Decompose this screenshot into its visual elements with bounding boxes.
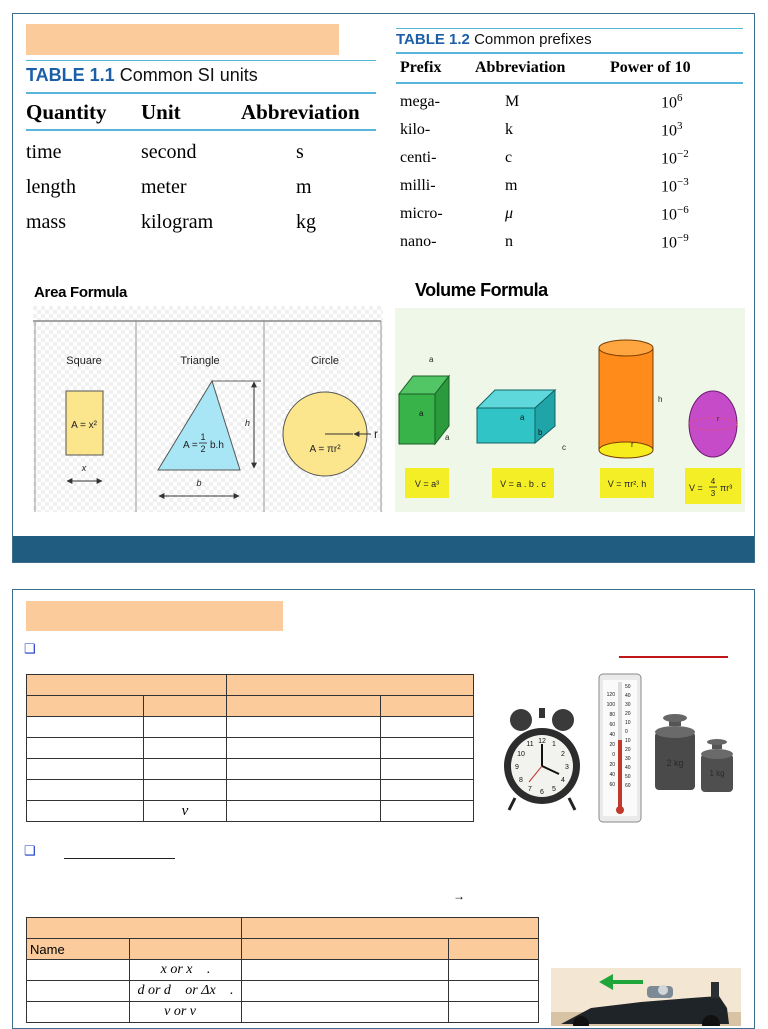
slide-1 xyxy=(12,13,755,563)
clock-number: 7 xyxy=(528,786,532,793)
power-base: 10 xyxy=(661,94,677,112)
table-1-1-caption xyxy=(26,65,376,86)
table-row xyxy=(396,144,743,172)
power-base: 10 xyxy=(661,122,677,140)
slide-1-title-bar xyxy=(26,24,339,55)
power-exp: −6 xyxy=(677,203,689,216)
race-car-photo xyxy=(551,968,741,1026)
box-b-label: b xyxy=(538,428,543,437)
scale-mark: 40 xyxy=(609,772,615,778)
table-cell xyxy=(27,918,242,939)
circle-r-label: r xyxy=(374,427,378,441)
table-row xyxy=(27,801,474,822)
table-cell xyxy=(227,717,381,738)
table-cell xyxy=(227,696,381,717)
power-exp: 3 xyxy=(677,119,683,132)
scale-mark: 80 xyxy=(609,712,615,718)
box-front xyxy=(477,408,535,443)
thermometer-icon xyxy=(599,674,641,822)
cube-a-side: a xyxy=(445,433,450,442)
scale-mark: 40 xyxy=(609,732,615,738)
clock-number: 11 xyxy=(526,741,534,748)
table-1-1 xyxy=(26,60,376,240)
box-formula: V = a . b . c xyxy=(500,479,546,489)
table-cell xyxy=(27,801,144,822)
table-cell: length xyxy=(26,176,76,198)
sphere-formula-b: πr³ xyxy=(720,483,733,493)
scale-mark: 40 xyxy=(625,693,631,699)
table-1-2 xyxy=(396,28,743,256)
clock-number: 3 xyxy=(565,764,569,771)
table-cell xyxy=(144,696,227,717)
units-table xyxy=(26,674,474,822)
abbr-cell: k xyxy=(505,121,513,138)
table-1-1-grid xyxy=(26,100,376,125)
table-row xyxy=(27,918,539,939)
box-a-label: a xyxy=(520,413,525,422)
table-row xyxy=(26,205,376,240)
table-cell xyxy=(242,939,449,960)
power-exp: −2 xyxy=(677,147,689,160)
table-cell xyxy=(144,759,227,780)
power-cell xyxy=(615,228,743,256)
scale-mark: 30 xyxy=(625,756,631,762)
power-base: 10 xyxy=(661,178,677,196)
scale-mark: 0 xyxy=(625,729,628,735)
table-cell xyxy=(27,960,130,981)
table-1-2-label: TABLE 1.2 xyxy=(396,31,470,48)
table-cell xyxy=(144,717,227,738)
prefix-cell: nano- xyxy=(400,233,437,250)
table-row xyxy=(27,960,539,981)
clock-number: 4 xyxy=(561,777,565,784)
table-header: Unit xyxy=(141,100,181,124)
table-cell: second xyxy=(141,141,197,163)
triangle-formula-a: A = xyxy=(183,440,198,451)
cylinder-top xyxy=(599,340,653,356)
power-exp: 6 xyxy=(677,91,683,104)
bullet-2-icon: ❑ xyxy=(24,843,36,858)
table-cell xyxy=(227,738,381,759)
scale-mark: 10 xyxy=(625,720,631,726)
table-cell: m xyxy=(296,176,312,198)
sphere-frac-den: 3 xyxy=(710,489,716,498)
prefix-cell: mega- xyxy=(400,93,440,110)
square-label: Square xyxy=(66,355,102,367)
table-row xyxy=(396,116,743,144)
table-cell: mass xyxy=(26,211,66,233)
power-cell xyxy=(615,144,743,172)
weight-1kg-label: 1 kg xyxy=(709,769,725,778)
triangle-b-label: b xyxy=(196,478,202,488)
clock-number: 9 xyxy=(515,764,519,771)
table-cell xyxy=(449,981,539,1002)
table-header: Name xyxy=(27,939,130,960)
circle-label: Circle xyxy=(310,355,340,367)
table-row xyxy=(27,738,474,759)
cube-a-top: a xyxy=(429,355,434,364)
scale-mark: 60 xyxy=(609,782,615,788)
power-cell xyxy=(615,172,743,200)
table-row xyxy=(27,675,474,696)
triangle-formula-b: b.h xyxy=(210,440,224,451)
cylinder-r-label: r xyxy=(631,440,634,449)
scale-mark: 120 xyxy=(606,692,615,698)
table-cell xyxy=(27,717,144,738)
table-cell-symbol: x or x⃗ . xyxy=(130,960,242,981)
volume-formula-title: Volume Formula xyxy=(415,280,548,300)
scale-mark: 60 xyxy=(625,783,631,789)
table-1-2-rule-2 xyxy=(396,82,743,84)
triangle-frac-den: 2 xyxy=(200,444,206,454)
table-row xyxy=(27,717,474,738)
clock-number: 12 xyxy=(538,738,546,745)
power-base: 10 xyxy=(661,206,677,224)
table-header: Prefix xyxy=(400,59,442,76)
table-cell xyxy=(242,960,449,981)
clock-number: 1 xyxy=(552,741,556,748)
cube-a-front: a xyxy=(419,409,424,418)
triangle-h-label: h xyxy=(245,418,251,428)
underline-blank xyxy=(64,858,175,859)
prefix-cell: centi- xyxy=(400,149,437,166)
table-cell xyxy=(242,981,449,1002)
table-1-2-grid xyxy=(396,57,743,79)
slide-2-title-bar xyxy=(26,601,283,631)
table-row xyxy=(396,172,743,200)
clock-number: 2 xyxy=(561,751,565,758)
volume-formula-figure xyxy=(395,308,745,512)
table-cell xyxy=(144,738,227,759)
scale-mark: 30 xyxy=(625,702,631,708)
cube-front xyxy=(399,394,435,444)
table-cell-symbol: v or v⃗ xyxy=(130,1002,242,1023)
table-row xyxy=(27,939,539,960)
power-base: 10 xyxy=(661,150,677,168)
table-cell: s xyxy=(296,141,304,163)
square-dim-label: x xyxy=(81,463,87,473)
scale-mark: 100 xyxy=(606,702,615,708)
table-cell xyxy=(27,780,144,801)
cylinder-body xyxy=(599,348,653,450)
table-cell xyxy=(381,801,474,822)
scale-mark: 20 xyxy=(625,711,631,717)
weight-2kg-label: 2 kg xyxy=(666,758,684,768)
table-cell xyxy=(227,801,381,822)
table-cell xyxy=(27,696,144,717)
sphere-formula-a: V = xyxy=(689,483,703,493)
clock-number: 5 xyxy=(552,786,556,793)
table-cell xyxy=(227,759,381,780)
table-1-1-top-rule xyxy=(26,60,376,61)
table-cell: meter xyxy=(141,176,187,198)
slide-2 xyxy=(12,589,755,1029)
table-cell xyxy=(449,939,539,960)
clock-number: 10 xyxy=(517,751,525,758)
abbr-cell: n xyxy=(505,233,513,250)
table-cell: kilogram xyxy=(141,211,214,233)
table-cell xyxy=(381,780,474,801)
power-cell xyxy=(615,116,743,144)
table-cell: time xyxy=(26,141,62,163)
table-cell-symbol: d or d⃗ or Δx⃗ . xyxy=(130,981,242,1002)
triangle-label: Triangle xyxy=(180,355,220,367)
table-cell xyxy=(27,675,227,696)
power-cell xyxy=(615,88,743,116)
table-row xyxy=(396,57,743,79)
scale-mark: 0 xyxy=(612,752,615,758)
scale-mark: 10 xyxy=(625,738,631,744)
cylinder-h-label: h xyxy=(658,395,663,404)
prefix-cell: micro- xyxy=(400,205,443,222)
table-cell xyxy=(449,960,539,981)
table-cell xyxy=(27,738,144,759)
area-formula-figure xyxy=(33,306,383,512)
triangle-frac-num: 1 xyxy=(200,432,206,442)
abbr-cell: M xyxy=(505,93,520,110)
table-header: Abbreviation xyxy=(241,100,360,124)
table-1-2-top-rule xyxy=(396,28,743,29)
table-cell xyxy=(227,675,474,696)
power-base: 10 xyxy=(661,234,677,252)
sphere-r-label: r xyxy=(717,416,720,423)
table-1-1-label: TABLE 1.1 xyxy=(26,65,115,85)
table-header: Power of 10 xyxy=(610,59,691,76)
table-cell xyxy=(242,918,539,939)
table-header: Quantity xyxy=(26,100,107,124)
square-formula: A = x² xyxy=(71,420,97,431)
table-cell xyxy=(27,1002,130,1023)
scale-mark: 20 xyxy=(609,762,615,768)
table-row xyxy=(396,228,743,256)
area-formula-title: Area Formula xyxy=(34,284,128,301)
table-cell xyxy=(227,780,381,801)
power-exp: −9 xyxy=(677,231,689,244)
table-cell-v: v xyxy=(144,801,227,822)
scale-mark: 20 xyxy=(609,742,615,748)
abbr-cell: m xyxy=(505,177,518,194)
cube-formula: V = a³ xyxy=(414,479,440,489)
table-1-2-caption xyxy=(396,31,743,48)
table-row xyxy=(27,1002,539,1023)
table-cell xyxy=(27,981,130,1002)
prefix-cell: kilo- xyxy=(400,121,431,138)
table-cell xyxy=(381,696,474,717)
table-header: Abbreviation xyxy=(475,59,566,76)
table-row xyxy=(27,981,539,1002)
box-c-label: c xyxy=(562,443,566,452)
table-row xyxy=(26,170,376,205)
table-cell: kg xyxy=(296,211,316,233)
table-row xyxy=(26,135,376,170)
table-cell xyxy=(144,780,227,801)
circle-formula: A = πr² xyxy=(309,444,341,455)
clock-number: 6 xyxy=(540,789,544,796)
table-row xyxy=(27,780,474,801)
table-1-1-rule-2 xyxy=(26,129,376,131)
abbr-cell: μ xyxy=(505,205,514,222)
prefix-cell: milli- xyxy=(400,177,436,194)
table-cell xyxy=(130,939,242,960)
table-cell xyxy=(381,717,474,738)
cylinder-bottom xyxy=(599,442,653,458)
instruments-photo xyxy=(501,670,741,826)
sphere-frac-num: 4 xyxy=(710,477,716,486)
scale-mark: 60 xyxy=(609,722,615,728)
power-exp: −3 xyxy=(677,175,689,188)
table-row xyxy=(26,100,376,125)
table-cell xyxy=(27,759,144,780)
table-1-1-body xyxy=(26,135,376,240)
table-row xyxy=(27,696,474,717)
table-row xyxy=(396,88,743,116)
scale-mark: 40 xyxy=(625,765,631,771)
table-1-1-rule xyxy=(26,92,376,94)
cylinder-formula: V = πr². h xyxy=(607,479,647,489)
arrow-symbol: → xyxy=(453,889,465,903)
scale-mark: 50 xyxy=(625,684,631,690)
bullet-1-icon: ❑ xyxy=(24,641,36,656)
table-cell xyxy=(381,738,474,759)
scale-mark: 50 xyxy=(625,774,631,780)
table-1-2-rule xyxy=(396,52,743,54)
table-1-2-body xyxy=(396,88,743,256)
power-cell xyxy=(615,200,743,228)
abbr-cell: c xyxy=(505,149,513,166)
table-1-1-title: Common SI units xyxy=(119,65,258,85)
table-cell xyxy=(449,1002,539,1023)
table-row xyxy=(27,759,474,780)
table-1-2-title: Common prefixes xyxy=(474,31,592,48)
vectors-table xyxy=(26,917,539,1023)
table-row xyxy=(396,200,743,228)
red-underline xyxy=(619,656,728,658)
slide-1-footer-bar xyxy=(13,536,754,562)
scale-mark: 20 xyxy=(625,747,631,753)
table-cell xyxy=(381,759,474,780)
sphere-shape xyxy=(689,391,737,457)
table-cell xyxy=(242,1002,449,1023)
clock-number: 8 xyxy=(519,777,523,784)
